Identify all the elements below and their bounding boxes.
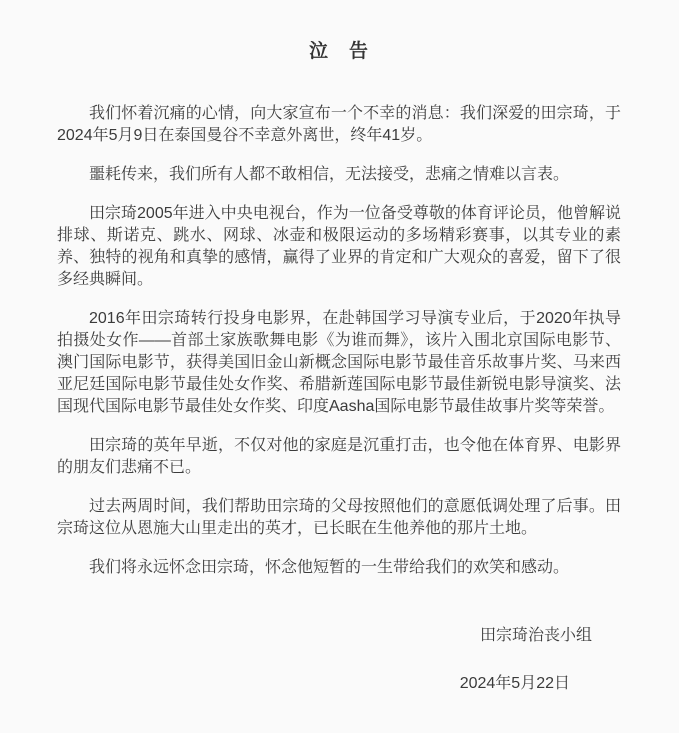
paragraph-film-career: 2016年田宗琦转行投身电影界，在赴韩国学习导演专业后，于2020年执导拍摄处女作——首部土家族歌舞电影《为谁而舞》，该片入围北京国际电影节、澳门国际电影节，获得美国旧金山新概念国际电影节最佳音乐故事片奖、马来西亚尼廷国际电影节最佳处女作奖、希腊新莲国际电影节最佳新锐电影导演奖、法国现代国际电影节最佳处女作奖、印度Aasha国际电影节最佳故事片奖等荣誉。 bbox=[57, 310, 621, 415]
date: 2024年5月22日 bbox=[459, 675, 570, 692]
paragraph-cctv-career: 田宗琦2005年进入中央电视台，作为一位备受尊敬的体育评论员，他曾解说排球、斯诺克、跳水、网球、冰壶和极限运动的多场精彩赛事，以其专业的素养、独特的视角和真挚的感情，赢得了业界的肯定和广大观众的喜爱，留下了很多经典瞬间。 bbox=[57, 205, 621, 288]
page-title: 泣 告 bbox=[308, 41, 369, 62]
paragraph-announcement: 我们怀着沉痛的心情，向大家宣布一个不幸的消息：我们深爱的田宗琦，于2024年5月9日在泰国曼谷不幸意外离世，终年41岁。 bbox=[57, 105, 621, 144]
paragraph-grief: 噩耗传来，我们所有人都不敢相信，无法接受，悲痛之情难以言表。 bbox=[89, 166, 570, 183]
paragraph-remembrance: 我们将永远怀念田宗琦，怀念他短暂的一生带给我们的欢笑和感动。 bbox=[89, 559, 570, 576]
signature-block bbox=[57, 625, 621, 695]
signature: 田宗琦治丧小组 bbox=[479, 627, 592, 644]
paragraph-condolences: 田宗琦的英年早逝，不仅对他的家庭是沉重打击，也令他在体育界、电影界的朋友们悲痛不已。 bbox=[57, 437, 621, 476]
paragraph-funeral-arrangements: 过去两周时间，我们帮助田宗琦的父母按照他们的意愿低调处理了后事。田宗琦这位从恩施大山里走出的英才，已长眠在生他养他的那片土地。 bbox=[57, 498, 621, 537]
